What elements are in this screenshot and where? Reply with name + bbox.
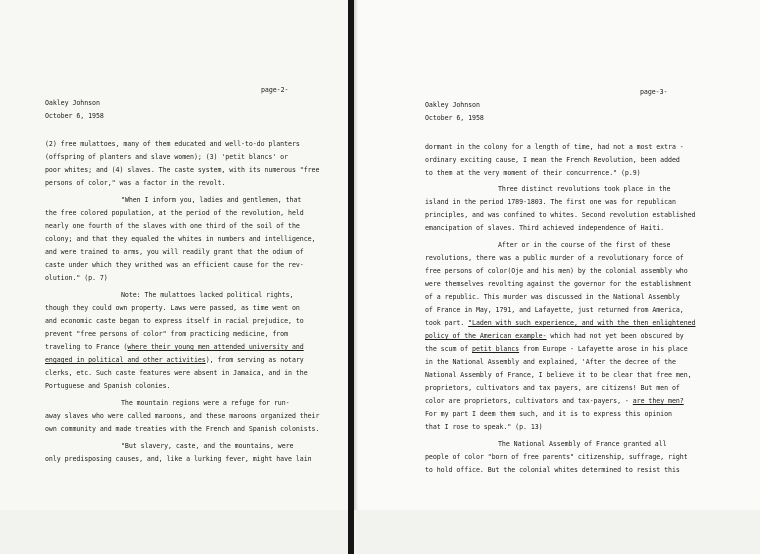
text-line: though they could own property. Laws were passed, as time went on [45,304,300,312]
text-line: caste under which they writhed was an efficient cause for the rev- [45,261,304,269]
text-line: own community and made treaties with the French and Spanish colonists. [45,425,320,433]
text-line: of a republic. This murder was discussed in the National Assembly [425,293,680,301]
right-page [354,0,760,554]
text-line [425,332,684,340]
text-segment: color are proprietors, cultivators and tax-payers, - [425,397,633,405]
text-line: only predisposing causes, and, like a lurking fever, might have lain [45,455,312,463]
text-line: that I rose to speak." (p. 13) [425,423,543,431]
text-line: "But slavery, caste, and the mountains, were [121,442,294,450]
text-segment: took part. [425,319,469,327]
page-bottom-margin [354,510,760,554]
underlined-text: engaged in political and other activities [45,356,206,364]
text-line: free persons of color(Oje and his men) by the colonial assembly who [425,267,688,275]
text-line: ordinary exciting cause, I mean the French Revolution, been added [425,156,680,164]
text-line: olution." (p. 7) [45,274,108,282]
text-line: to hold office. But the colonial whites determined to resist this [425,466,680,474]
underlined-text: petit blancs [472,345,520,353]
text-line: emancipation of slaves. Third achieved independence of Haiti. [425,224,665,232]
text-segment: from Europe - Lafayette arose in his place [519,345,688,353]
text-line: Portuguese and Spanish colonies. [45,382,171,390]
text-line: revolutions, there was a public murder of a revolutionary force of [425,254,684,262]
text-line [425,397,684,405]
text-segment: the scum of [425,345,473,353]
text-line [45,343,304,351]
text-segment: which had not yet been obscured by [546,332,684,340]
text-line: prevent "free persons of color" from practicing medicine, from [45,330,289,338]
underlined-text: where their young men attended university and [127,343,304,351]
underlined-text: are they men? [632,397,684,405]
document-date: October 6, 1958 [45,112,104,120]
text-line [45,356,304,364]
left-page [0,0,348,554]
text-line: (offspring of planters and slave women); (3) 'petit blancs' or [45,153,289,161]
text-line: The mountain regions were a refuge for run- [121,399,290,407]
text-line: in the National Assembly and explained, 'After the decree of the [425,358,676,366]
text-line [425,319,695,327]
author-name: Oakley Johnson [425,101,480,109]
page-number: page-2- [261,86,289,94]
text-line: the free colored population, at the period of the revolution, held [45,209,304,217]
text-line: After or in the course of the first of these [498,241,671,249]
underlined-text: "Laden with such experience, and with the then enlightened [468,319,696,327]
text-line: Note: The mulattoes lacked political rights, [121,291,294,299]
text-line: colony; and that they equaled the whites in numbers and intelligence, [45,235,316,243]
text-line: persons of color," was a factor in the revolt. [45,179,226,187]
underlined-text: policy of the American example- [425,332,547,340]
text-line: poor whites; and (4) slaves. The caste system, with its numerous "free [45,166,320,174]
page-number: page-3- [640,88,668,96]
text-line: and economic caste began to express itself in racial prejudice, to [45,317,304,325]
text-line: Three distinct revolutions took place in the [498,185,671,193]
text-segment: ), from serving as notary [205,356,304,364]
text-line: "When I inform you, ladies and gentlemen, that [121,196,302,204]
text-line: and were trained to arms, you will readily grant that the odium of [45,248,304,256]
text-line [425,345,688,353]
text-line: principles, and was confined to whites. Second revolution established [425,211,696,219]
text-line: For my part I deem them such, and it is to express this opinion [425,410,672,418]
text-line: clerks, etc. Such caste features were absent in Jamaica, and in the [45,369,308,377]
document-date: October 6, 1958 [425,114,484,122]
author-name: Oakley Johnson [45,99,100,107]
text-line: proprietors, cultivators and tax payers, are citizens! But men of [425,384,680,392]
text-line: were themselves revolting against the governor for the establishment [425,280,692,288]
text-line: (2) free mulattoes, many of them educated and well-to-do planters [45,140,300,148]
text-segment: traveling to France ( [45,343,128,351]
text-line: National Assembly of France, I believe it to be clear that free men, [425,371,692,379]
text-line: people of color "born of free parents" citizenship, suffrage, right [425,453,688,461]
text-line: to them at the very moment of their concurrence." (p.9) [425,169,641,177]
page-bottom-margin [0,510,348,554]
text-line: The National Assembly of France granted all [498,440,667,448]
text-line: nearly one fourth of the slaves with one third of the soil of the [45,222,300,230]
text-line: island in the period 1789-1803. The first one was for republican [425,198,676,206]
text-line: of France in May, 1791, and Lafayette, just returned from America, [425,306,684,314]
text-line: away slaves who were called maroons, and these maroons organized their [45,412,320,420]
page-edge-shadow [354,0,358,554]
text-line: dormant in the colony for a length of time, had not a most extra - [425,143,684,151]
